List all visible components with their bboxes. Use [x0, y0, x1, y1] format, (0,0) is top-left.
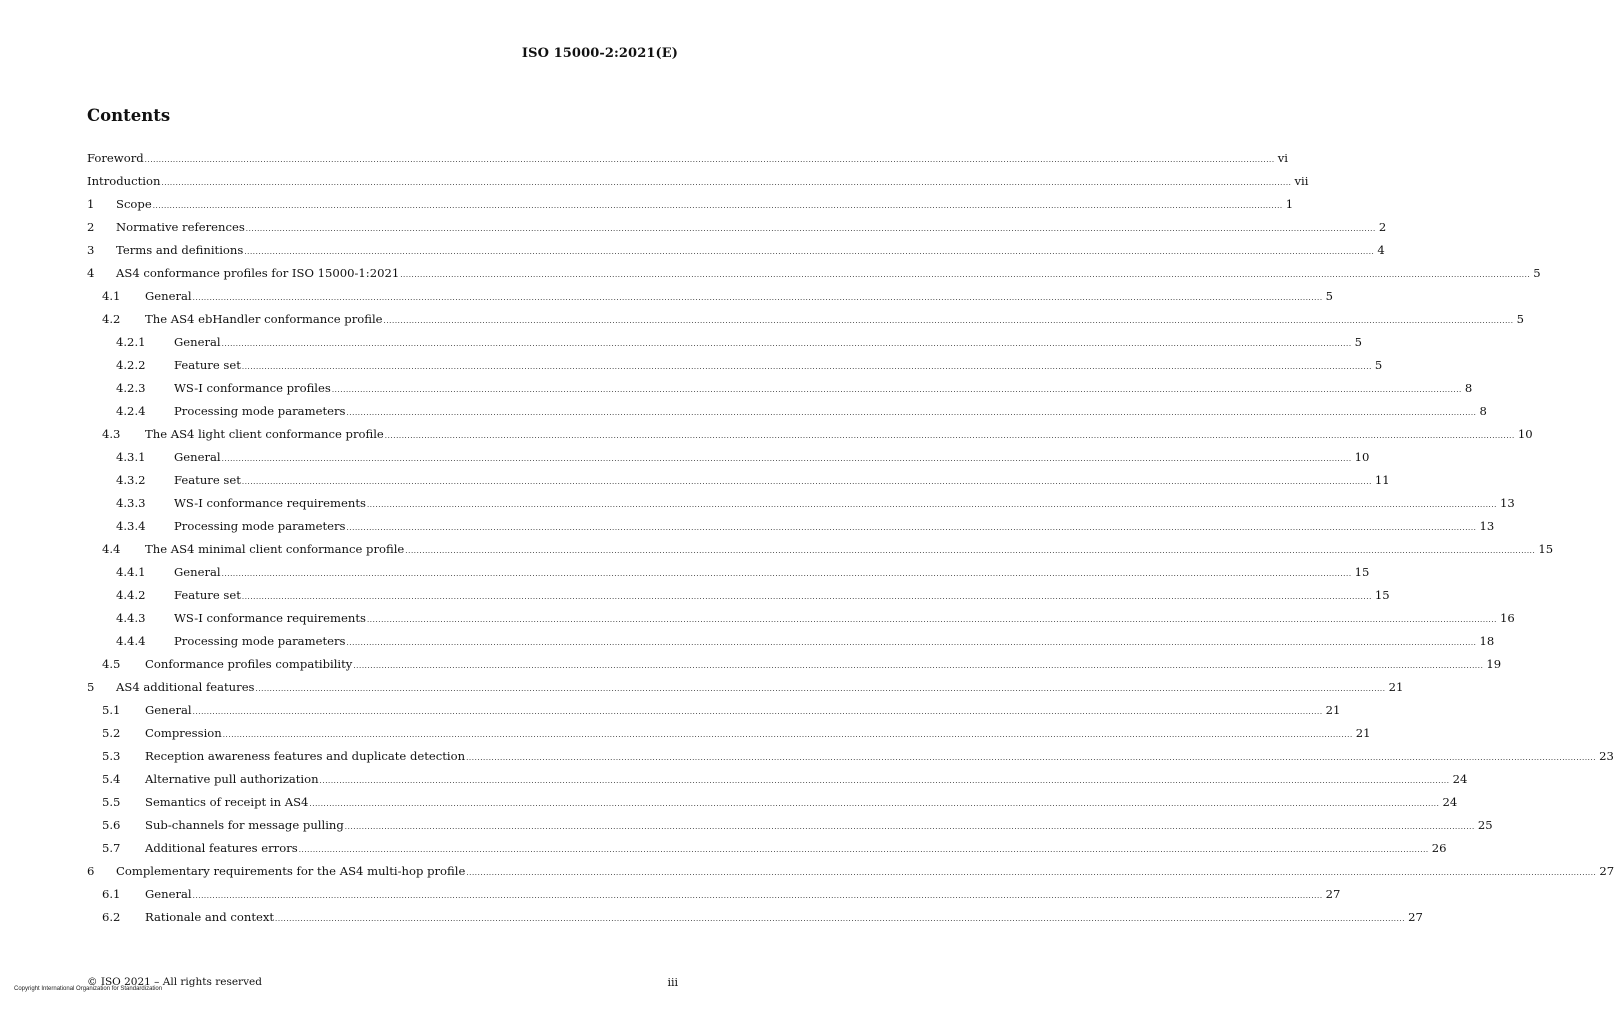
toc-dot-leader: ................................................................................................................................................................................................................................................................................................................................................................................................................: [400, 271, 1531, 279]
toc-entry-title: AS4 conformance profiles for ISO 15000-1:2021: [116, 262, 400, 285]
toc-entry[interactable]: [87, 469, 1390, 492]
toc-entry-title: WS-I conformance profiles: [174, 377, 332, 400]
toc-entry-title: WS-I conformance requirements: [174, 607, 367, 630]
toc-entry[interactable]: [87, 883, 1341, 906]
toc-dot-leader: ................................................................................................................................................................................................................................................................................................................................................................................................................: [298, 846, 1429, 854]
toc-entry-page: 1: [1283, 193, 1293, 216]
toc-entry[interactable]: [87, 216, 1387, 239]
toc-dot-leader: ................................................................................................................................................................................................................................................................................................................................................................................................................: [346, 409, 1477, 417]
toc-entry[interactable]: [87, 331, 1363, 354]
toc-entry-number: 6.1: [102, 887, 121, 901]
toc-entry[interactable]: [87, 285, 1334, 308]
toc-dot-leader: ................................................................................................................................................................................................................................................................................................................................................................................................................: [405, 547, 1536, 555]
toc-dot-leader: ................................................................................................................................................................................................................................................................................................................................................................................................................: [221, 455, 1352, 463]
toc-dot-leader: ................................................................................................................................................................................................................................................................................................................................................................................................................: [192, 708, 1323, 716]
toc-entry-page: 21: [1353, 722, 1371, 745]
toc-entry[interactable]: [87, 170, 1309, 193]
toc-entry-page: 5: [1323, 285, 1333, 308]
toc-dot-leader: ................................................................................................................................................................................................................................................................................................................................................................................................................: [192, 294, 1323, 302]
toc-entry-page: 23: [1596, 745, 1614, 768]
toc-entry-title: Sub-channels for message pulling: [145, 814, 345, 837]
toc-entry-page: 13: [1497, 492, 1515, 515]
toc-dot-leader: ................................................................................................................................................................................................................................................................................................................................................................................................................: [346, 524, 1477, 532]
toc-entry-page: 27: [1323, 883, 1341, 906]
toc-entry[interactable]: [87, 791, 1458, 814]
toc-entry-page: 15: [1535, 538, 1553, 561]
toc-dot-leader: ................................................................................................................................................................................................................................................................................................................................................................................................................: [241, 363, 1372, 371]
toc-entry-page: 24: [1450, 768, 1468, 791]
toc-entry-number: 5.6: [102, 818, 121, 832]
toc-entry-number: 4.3.2: [116, 473, 146, 487]
toc-entry-number: 5.1: [102, 703, 121, 717]
toc-entry-title: Introduction: [87, 170, 161, 193]
toc-dot-leader: ................................................................................................................................................................................................................................................................................................................................................................................................................: [192, 892, 1323, 900]
toc-entry-number: 4.3: [102, 427, 121, 441]
toc-entry-page: 27: [1596, 860, 1614, 883]
toc-dot-leader: ................................................................................................................................................................................................................................................................................................................................................................................................................: [346, 639, 1477, 647]
toc-entry-number: 4.2.4: [116, 404, 146, 418]
toc-entry-page: 27: [1405, 906, 1423, 929]
footer-page-number: iii: [667, 976, 678, 989]
toc-dot-leader: ................................................................................................................................................................................................................................................................................................................................................................................................................: [241, 593, 1372, 601]
toc-entry-title: General: [145, 699, 193, 722]
toc-entry-page: 8: [1462, 377, 1472, 400]
toc-entry-title: Reception awareness features and duplicate detection: [145, 745, 466, 768]
toc-entry-number: 4.2.1: [116, 335, 146, 349]
toc-entry-title: General: [145, 285, 193, 308]
toc-entry-number: 5: [87, 680, 95, 694]
footer-copyright: © ISO 2021 – All rights reserved: [87, 976, 262, 988]
toc-entry-page: 15: [1372, 584, 1390, 607]
toc-entry-number: 6: [87, 864, 95, 878]
toc-entry[interactable]: [87, 239, 1385, 262]
toc-entry[interactable]: [87, 837, 1447, 860]
toc-entry[interactable]: [87, 492, 1515, 515]
toc-dot-leader: ................................................................................................................................................................................................................................................................................................................................................................................................................: [244, 248, 1375, 256]
toc-dot-leader: ................................................................................................................................................................................................................................................................................................................................................................................................................: [152, 202, 1283, 210]
toc-entry-title: Feature set: [174, 469, 242, 492]
toc-entry[interactable]: [87, 354, 1383, 377]
toc-entry-title: Processing mode parameters: [174, 515, 346, 538]
toc-entry[interactable]: [87, 377, 1473, 400]
toc-entry-page: vi: [1275, 147, 1288, 170]
toc-entry-page: 19: [1483, 653, 1501, 676]
toc-entry-page: 18: [1477, 630, 1495, 653]
toc-dot-leader: ................................................................................................................................................................................................................................................................................................................................................................................................................: [319, 777, 1450, 785]
toc-entry[interactable]: [87, 860, 1614, 883]
toc-entry-title: Alternative pull authorization: [145, 768, 320, 791]
toc-entry-title: Scope: [116, 193, 153, 216]
table-of-contents: [87, 147, 1614, 929]
toc-entry[interactable]: [87, 676, 1404, 699]
toc-entry-page: vii: [1291, 170, 1308, 193]
toc-dot-leader: ................................................................................................................................................................................................................................................................................................................................................................................................................: [221, 570, 1352, 578]
toc-entry-number: 4.3.1: [116, 450, 146, 464]
toc-entry-title: Processing mode parameters: [174, 630, 346, 653]
toc-entry[interactable]: [87, 584, 1390, 607]
toc-entry-number: 5.2: [102, 726, 121, 740]
toc-entry[interactable]: [87, 262, 1541, 285]
toc-entry-number: 4.2.3: [116, 381, 146, 395]
toc-dot-leader: ................................................................................................................................................................................................................................................................................................................................................................................................................: [384, 432, 1515, 440]
toc-entry-number: 5.7: [102, 841, 121, 855]
toc-entry-title: Semantics of receipt in AS4: [145, 791, 309, 814]
toc-entry[interactable]: [87, 308, 1524, 331]
toc-entry-title: Compression: [145, 722, 223, 745]
toc-dot-leader: ................................................................................................................................................................................................................................................................................................................................................................................................................: [241, 478, 1372, 486]
toc-entry-number: 4.3.4: [116, 519, 146, 533]
toc-entry-number: 6.2: [102, 910, 121, 924]
toc-entry[interactable]: [87, 768, 1468, 791]
toc-entry[interactable]: [87, 653, 1502, 676]
toc-entry-title: Conformance profiles compatibility: [145, 653, 353, 676]
toc-dot-leader: ................................................................................................................................................................................................................................................................................................................................................................................................................: [221, 340, 1352, 348]
toc-entry-title: General: [174, 331, 222, 354]
toc-entry-number: 4.2: [102, 312, 121, 326]
toc-entry-number: 4.2.2: [116, 358, 146, 372]
toc-dot-leader: ................................................................................................................................................................................................................................................................................................................................................................................................................: [353, 662, 1484, 670]
toc-entry-page: 25: [1475, 814, 1493, 837]
toc-entry-page: 24: [1439, 791, 1457, 814]
toc-entry-number: 4.4.1: [116, 565, 146, 579]
toc-entry[interactable]: [87, 699, 1341, 722]
toc-entry-title: WS-I conformance requirements: [174, 492, 367, 515]
toc-dot-leader: ................................................................................................................................................................................................................................................................................................................................................................................................................: [144, 156, 1275, 164]
toc-entry-title: General: [145, 883, 193, 906]
toc-entry-page: 2: [1376, 216, 1386, 239]
toc-entry-number: 5.4: [102, 772, 121, 786]
toc-entry-number: 5.5: [102, 795, 121, 809]
toc-entry-page: 5: [1514, 308, 1524, 331]
toc-entry-page: 10: [1352, 446, 1370, 469]
toc-entry-page: 8: [1477, 400, 1487, 423]
toc-entry[interactable]: [87, 722, 1371, 745]
toc-entry-title: General: [174, 446, 222, 469]
licensed-copy-notice: Copyright International Organization for Standardization: [14, 986, 163, 992]
toc-entry[interactable]: [87, 446, 1370, 469]
toc-dot-leader: ................................................................................................................................................................................................................................................................................................................................................................................................................: [331, 386, 1462, 394]
toc-entry[interactable]: [87, 906, 1423, 929]
toc-entry-number: 4.4.2: [116, 588, 146, 602]
toc-entry-number: 4.4: [102, 542, 121, 556]
toc-entry-title: The AS4 minimal client conformance profile: [145, 538, 405, 561]
toc-dot-leader: ................................................................................................................................................................................................................................................................................................................................................................................................................: [161, 179, 1292, 187]
toc-entry-title: Additional features errors: [145, 837, 299, 860]
toc-entry-page: 4: [1374, 239, 1384, 262]
toc-entry-title: Complementary requirements for the AS4 multi-hop profile: [116, 860, 466, 883]
toc-entry-number: 2: [87, 220, 95, 234]
toc-entry-page: 16: [1497, 607, 1515, 630]
toc-dot-leader: ................................................................................................................................................................................................................................................................................................................................................................................................................: [383, 317, 1514, 325]
toc-entry-page: 13: [1477, 515, 1495, 538]
toc-dot-leader: ................................................................................................................................................................................................................................................................................................................................................................................................................: [366, 501, 1498, 509]
toc-entry[interactable]: [87, 630, 1495, 653]
toc-dot-leader: ................................................................................................................................................................................................................................................................................................................................................................................................................: [466, 754, 1597, 762]
contents-title: Contents: [87, 106, 171, 125]
toc-dot-leader: ................................................................................................................................................................................................................................................................................................................................................................................................................: [366, 616, 1498, 624]
toc-entry-page: 15: [1352, 561, 1370, 584]
toc-entry[interactable]: [87, 745, 1614, 768]
toc-dot-leader: ................................................................................................................................................................................................................................................................................................................................................................................................................: [344, 823, 1475, 831]
toc-entry-title: Terms and definitions: [116, 239, 244, 262]
toc-entry-title: Feature set: [174, 584, 242, 607]
toc-entry-page: 10: [1515, 423, 1533, 446]
toc-entry-title: General: [174, 561, 222, 584]
toc-entry-title: The AS4 ebHandler conformance profile: [145, 308, 384, 331]
toc-entry-number: 5.3: [102, 749, 121, 763]
toc-entry-page: 26: [1429, 837, 1447, 860]
toc-entry[interactable]: [87, 423, 1533, 446]
toc-entry-page: 21: [1386, 676, 1404, 699]
toc-entry-title: AS4 additional features: [116, 676, 256, 699]
toc-entry-page: 5: [1352, 331, 1362, 354]
toc-dot-leader: ................................................................................................................................................................................................................................................................................................................................................................................................................: [275, 915, 1406, 923]
toc-entry-title: Processing mode parameters: [174, 400, 346, 423]
toc-entry-number: 4: [87, 266, 95, 280]
toc-entry-number: 4.3.3: [116, 496, 146, 510]
toc-entry[interactable]: [87, 561, 1370, 584]
toc-entry-number: 4.5: [102, 657, 121, 671]
toc-dot-leader: ................................................................................................................................................................................................................................................................................................................................................................................................................: [255, 685, 1386, 693]
toc-entry-title: The AS4 light client conformance profile: [145, 423, 385, 446]
toc-entry-title: Normative references: [116, 216, 246, 239]
toc-entry-number: 4.4.4: [116, 634, 146, 648]
toc-entry-page: 11: [1372, 469, 1390, 492]
toc-entry-number: 1: [87, 197, 95, 211]
toc-entry[interactable]: [87, 193, 1294, 216]
toc-dot-leader: ................................................................................................................................................................................................................................................................................................................................................................................................................: [466, 869, 1597, 877]
toc-entry-number: 4.4.3: [116, 611, 146, 625]
toc-entry-title: Rationale and context: [145, 906, 275, 929]
toc-entry[interactable]: [87, 400, 1487, 423]
toc-entry[interactable]: [87, 538, 1554, 561]
toc-dot-leader: ................................................................................................................................................................................................................................................................................................................................................................................................................: [309, 800, 1440, 808]
toc-dot-leader: ................................................................................................................................................................................................................................................................................................................................................................................................................: [245, 225, 1376, 233]
toc-dot-leader: ................................................................................................................................................................................................................................................................................................................................................................................................................: [222, 731, 1353, 739]
toc-entry-number: 4.1: [102, 289, 121, 303]
standard-designation: ISO 15000-2:2021(E): [521, 46, 678, 61]
toc-entry-page: 21: [1323, 699, 1341, 722]
toc-entry-page: 5: [1530, 262, 1540, 285]
toc-entry-number: 3: [87, 243, 95, 257]
toc-entry-title: Feature set: [174, 354, 242, 377]
toc-entry[interactable]: [87, 607, 1515, 630]
toc-entry-page: 5: [1372, 354, 1382, 377]
toc-entry[interactable]: [87, 515, 1495, 538]
toc-entry-title: Foreword: [87, 147, 145, 170]
toc-entry[interactable]: [87, 147, 1288, 170]
toc-entry[interactable]: [87, 814, 1493, 837]
